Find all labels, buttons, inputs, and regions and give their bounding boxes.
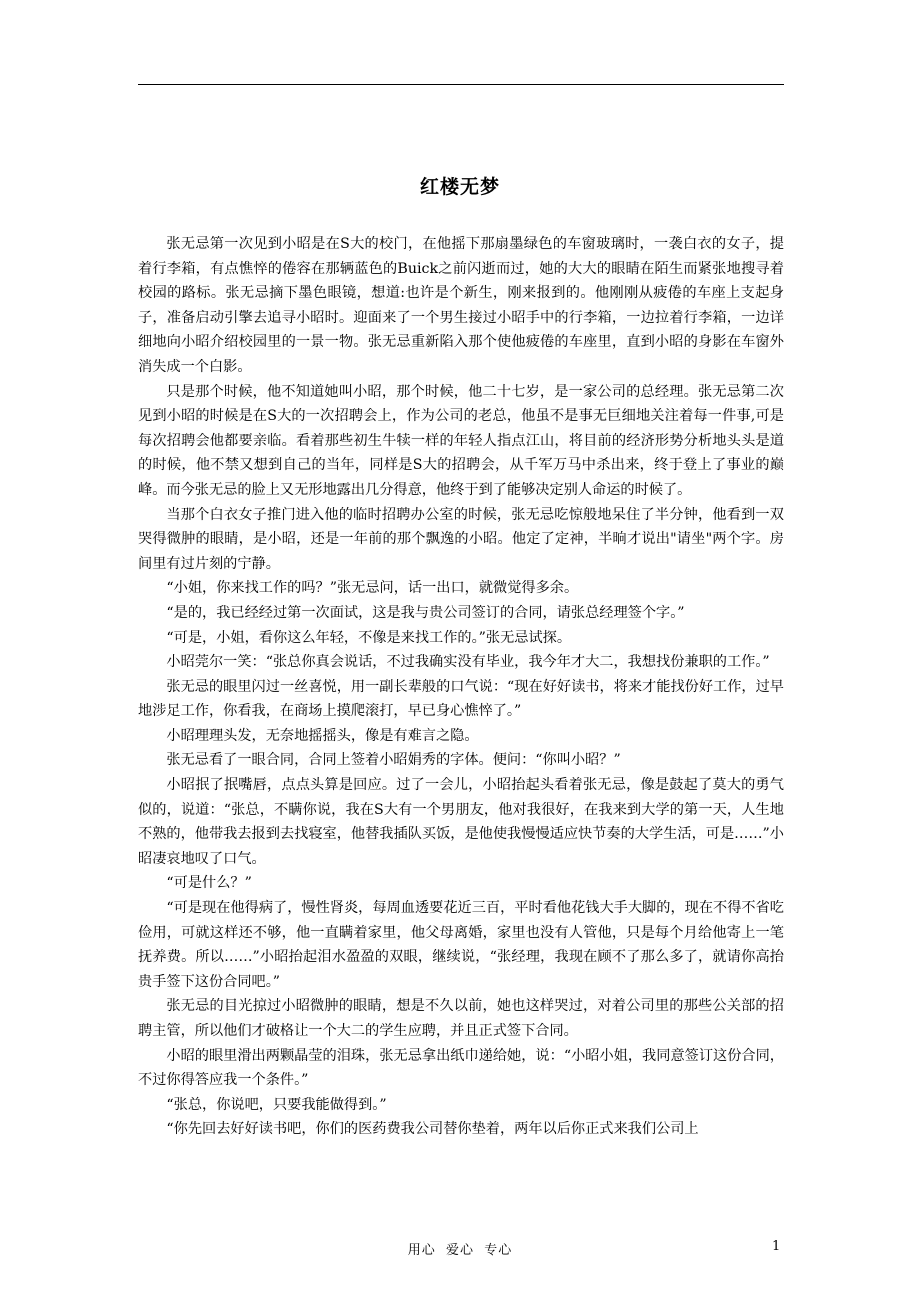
page-number: 1 xyxy=(772,1239,781,1254)
paragraph-7: 小昭莞尔一笑：“张总你真会说话，不过我确实没有毕业，我今年才大二，我想找份兼职的工作。” xyxy=(166,654,770,671)
paragraph-6: “可是，小姐，看你这么年轻，不像是来找工作的。”张无忌试探。 xyxy=(166,629,572,646)
footer-motto: 用心 爱心 专心 xyxy=(407,1243,513,1258)
paragraph-4: “小姐，你来找工作的吗？”张无忌问，话一出口，就微觉得多余。 xyxy=(166,580,579,597)
paragraph-11: 小昭抿了抿嘴唇，点点头算是回应。过了一会儿，小昭抬起头看着张无忌，像是鼓起了莫大的勇气似的，说道：“张总，不瞒你说，我在S大有一个男朋友，他对我很好，在我来到大学的第一天，人生地不熟的，他带我去报到去找寝室，他替我插队买饭，是他使我慢慢适应快节奏的大学生活，可是……”小昭凄哀地叹了口气。 xyxy=(138,777,784,867)
paragraph-16: “张总，你说吧，只要我能做得到。” xyxy=(166,1096,387,1113)
paragraph-9: 小昭理理头发，无奈地摇摇头，像是有难言之隐。 xyxy=(166,727,479,744)
paragraph-1: 张无忌第一次见到小昭是在S大的校门，在他摇下那扇墨绿色的车窗玻璃时，一袭白衣的女子，提着行李箱，有点憔悴的倦容在那辆蓝色的Buick之前闪逝而过，她的大大的眼睛在陌生而紧张地搜寻着校园的路标。张无忌摘下墨色眼镜，想道:也许是个新生，刚来报到的。他刚刚从疲倦的车座上支起身子，准备启动引擎去追寻小昭时。迎面来了一个男生接过小昭手中的行李箱，一边拉着行李箱，一边详细地向小昭介绍校园里的一景一物。张无忌重新陷入那个使他疲倦的车座里，直到小昭的身影在车窗外消失成一个白影。 xyxy=(138,236,784,375)
paragraph-15: 小昭的眼里滑出两颗晶莹的泪珠，张无忌拿出纸巾递给她，说：“小昭小姐，我同意签订这份合同，不过你得答应我一个条件。” xyxy=(138,1047,784,1089)
document-body xyxy=(138,232,784,1142)
paragraph-3: 当那个白衣女子推门进入他的临时招聘办公室的时候，张无忌吃惊般地呆住了半分钟，他看到一双哭得微肿的眼睛，是小昭，还是一年前的那个飘逸的小昭。他定了定神，半晌才说出"请坐"两个字。房间里有过片刻的宁静。 xyxy=(138,506,784,572)
paragraph-8: 张无忌的眼里闪过一丝喜悦，用一副长辈般的口气说：“现在好好读书，将来才能找份好工作，过早地涉足工作，你看我，在商场上摸爬滚打，早已身心憔悴了。” xyxy=(138,678,784,720)
document-title: 红楼无梦 xyxy=(419,176,500,198)
paragraph-14: 张无忌的目光掠过小昭微肿的眼睛，想是不久以前，她也这样哭过，对着公司里的那些公关部的招聘主管，所以他们才破格让一个大二的学生应聘，并且正式签下合同。 xyxy=(138,998,784,1039)
header-rule xyxy=(138,84,784,85)
paragraph-13: “可是现在他得病了，慢性肾炎，每周血透要花近三百，平时看他花钱大手大脚的，现在不得不省吃俭用，可就这样还不够，他一直瞒着家里，他父母离婚，家里也没有人管他，只是每个月给他寄上一笔抚养费。所以……”小昭抬起泪水盈盈的双眼，继续说，“张经理，我现在顾不了那么多了，就请你高抬贵手签下这份合同吧。” xyxy=(138,900,784,990)
paragraph-17: “你先回去好好读书吧，你们的医药费我公司替你垫着，两年以后你正式来我们公司上 xyxy=(166,1121,699,1138)
paragraph-10: 张无忌看了一眼合同，合同上签着小昭娟秀的字体。便问：“你叫小昭？” xyxy=(166,752,621,769)
paragraph-5: “是的，我已经经过第一次面试，这是我与贵公司签订的合同，请张总经理签个字。” xyxy=(166,604,685,621)
paragraph-2: 只是那个时候，他不知道她叫小昭，那个时候，他二十七岁，是一家公司的总经理。张无忌第二次见到小昭的时候是在S大的一次招聘会上，作为公司的老总，他虽不是事无巨细地关注着每一件事,可是每次招聘会他都要亲临。看着那些初生牛犊一样的年轻人指点江山，将目前的经济形势分析地头头是道的时候，他不禁又想到自己的当年，同样是S大的招聘会，从千军万马中杀出来，终于登上了事业的巅峰。而今张无忌的脸上又无形地露出几分得意，他终于到了能够决定别人命运的时候了。 xyxy=(138,383,784,498)
paragraph-12: “可是什么？” xyxy=(166,875,252,892)
